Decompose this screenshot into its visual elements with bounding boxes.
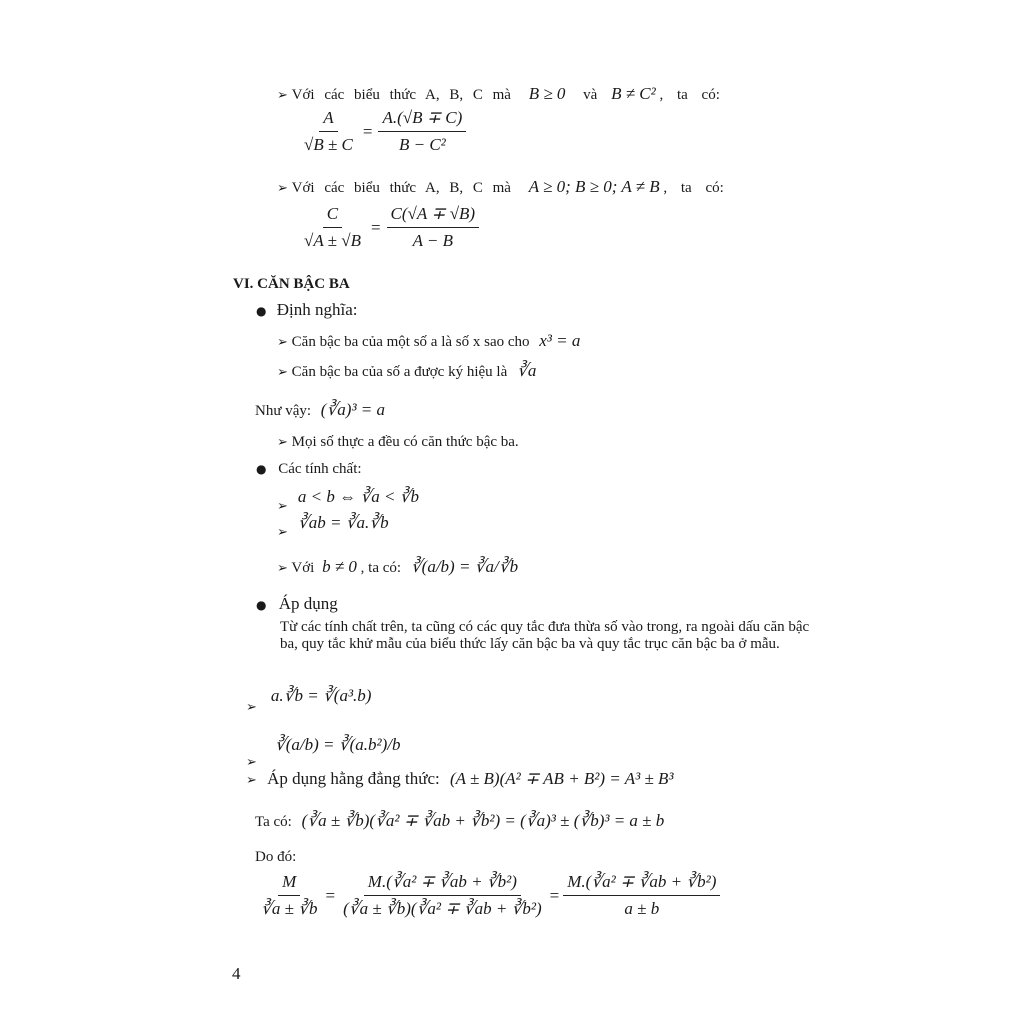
rule1-rhs-numerator: A.(√B ∓ C) [378, 108, 466, 132]
application-label: Áp dụng [278, 594, 338, 613]
arrow-bullet-icon: ➢ [246, 700, 257, 715]
property-2-math: ∛ab = ∛a.∛b [297, 513, 389, 532]
property-3-condition: b ≠ 0 [322, 557, 357, 576]
rule1-and: và [583, 87, 598, 103]
arrow-bullet-icon: ➢ [277, 435, 288, 450]
rule1-condition2: B ≠ C² [611, 84, 656, 103]
nhu-vay-label: Như vậy: [255, 403, 312, 419]
application-rule1 [246, 686, 372, 715]
rule2-rhs-numerator: C(√A ∓ √B) [387, 204, 480, 228]
rule1-rhs-denominator: B − C² [398, 135, 446, 154]
round-bullet-icon: ● [256, 598, 267, 612]
identity-text: Áp dụng hằng đẳng thức: [267, 769, 440, 788]
arrow-bullet-icon: ➢ [277, 335, 288, 350]
application-paragraph: Từ các tính chất trên, ta cũng có các quy tắc đưa thừa số vào trong, ra ngoài dấu căn bậc ba, quy tắc khử mẫu của biểu thức lấy căn bậc ba và quy tắc trục căn bậc ba ở mẫu. [280, 619, 810, 652]
rule2-lhs-numerator: C [323, 204, 342, 228]
arrow-bullet-icon: ➢ [277, 365, 288, 380]
definition-item3 [277, 434, 519, 451]
properties-heading [256, 461, 362, 478]
property-3-text: Với [291, 560, 315, 576]
rule1-tail: , ta có: [659, 87, 720, 103]
final-denominator-3: a ± b [624, 899, 660, 918]
rule1-condition: B ≥ 0 [528, 84, 566, 103]
round-bullet-icon: ● [256, 462, 267, 476]
rule2-text: Với các biểu thức A, B, C mà [291, 180, 511, 196]
nhu-vay-line [255, 400, 385, 420]
page-number: 4 [232, 964, 241, 983]
final-denominator-2: (∛a ± ∛b)(∛a² ∓ ∛ab + ∛b²) [343, 899, 542, 918]
property-1 [277, 487, 420, 514]
do-do-label: Do đó: [255, 849, 297, 865]
rule2-condition: A ≥ 0; B ≥ 0; A ≠ B [528, 177, 660, 196]
arrow-bullet-icon: ➢ [277, 525, 288, 540]
property-1-math: a < b ⇔ ∛a < ∛b [297, 487, 420, 506]
arrow-bullet-icon: ➢ [246, 755, 257, 770]
definition-item2 [277, 361, 536, 381]
identity-line [246, 769, 674, 789]
rule2-rhs-denominator: A − B [412, 231, 454, 250]
application-rule2-math: ∛(a/b) = ∛(a.b²)/b [274, 735, 401, 754]
rule2-tail: , ta có: [663, 180, 724, 196]
rule1-line [277, 84, 720, 104]
application-rule1-math: a.∛b = ∛(a³.b) [270, 686, 372, 705]
round-bullet-icon: ● [256, 304, 267, 318]
rule2-lhs-denominator: √A ± √B [304, 231, 361, 250]
final-numerator-1: M [278, 872, 300, 896]
arrow-bullet-icon: ➢ [277, 499, 288, 514]
properties-label: Các tính chất: [278, 461, 362, 477]
rule1-formula: $\frac{A}{√B \pm C}$ = $\frac{A.(√B \mp C)}{\text{B − C²}}$ [300, 108, 466, 155]
definition-item1 [277, 331, 580, 351]
arrow-bullet-icon: ➢ [277, 88, 288, 103]
property-2 [277, 513, 389, 540]
rule1-lhs-numerator: A [319, 108, 337, 132]
rule1-text: Với các biểu thức A, B, C mà [291, 87, 511, 103]
rule2-formula: $\frac{C}{√A \pm √B}$ = $\frac{C(√A \mp √B)}{A - B}$ [300, 204, 479, 251]
property-3 [277, 557, 518, 577]
definition-item2-math: ∛a [516, 361, 537, 380]
definition-item3-text: Mọi số thực a đều có căn thức bậc ba. [291, 434, 519, 450]
application-rule2 [246, 735, 401, 770]
final-numerator-3: M.(∛a² ∓ ∛ab + ∛b²) [563, 872, 720, 896]
section-title: VI. CĂN BẬC BA [233, 276, 350, 292]
definition-label: Định nghĩa: [276, 300, 358, 319]
application-heading [256, 594, 338, 614]
definition-item1-math: x³ = a [539, 331, 581, 350]
final-denominator-1: ∛a ± ∛b [261, 899, 318, 918]
rule2-line [277, 177, 724, 197]
definition-item1-text: Căn bậc ba của một số a là số x sao cho [291, 334, 530, 350]
identity-math: (A ± B)(A² ∓ AB + B²) = A³ ± B³ [449, 769, 674, 788]
definition-heading [256, 300, 357, 320]
rule1-lhs-denominator: √B ± C [304, 135, 353, 154]
arrow-bullet-icon: ➢ [277, 181, 288, 196]
final-formula: $\frac{M}{∛a \pm ∛b}$ = $\frac{\text{M.(∛a² ∓ ∛ab + ∛b²)}}{\text{(∛a ± ∛b)(∛a² ∓ ∛ab + ∛b²)}}$ = $\frac{\text{M.(∛a² ∓ ∛ab + ∛b²)}}{a \pm b}$ [257, 872, 720, 919]
ta-co-math: (∛a ± ∛b)(∛a² ∓ ∛ab + ∛b²) = (∛a)³ ± (∛b)³ = a ± b [301, 811, 665, 830]
arrow-bullet-icon: ➢ [246, 773, 257, 788]
nhu-vay-math: (∛a)³ = a [320, 400, 386, 419]
property-3-math: ∛(a/b) = ∛a/∛b [410, 557, 519, 576]
definition-item2-text: Căn bậc ba của số a được ký hiệu là [291, 364, 508, 380]
ta-co-line [255, 811, 664, 831]
arrow-bullet-icon: ➢ [277, 561, 288, 576]
final-numerator-2: M.(∛a² ∓ ∛ab + ∛b²) [364, 872, 521, 896]
property-3-tail: , ta có: [360, 560, 402, 576]
ta-co-label: Ta có: [255, 814, 292, 830]
